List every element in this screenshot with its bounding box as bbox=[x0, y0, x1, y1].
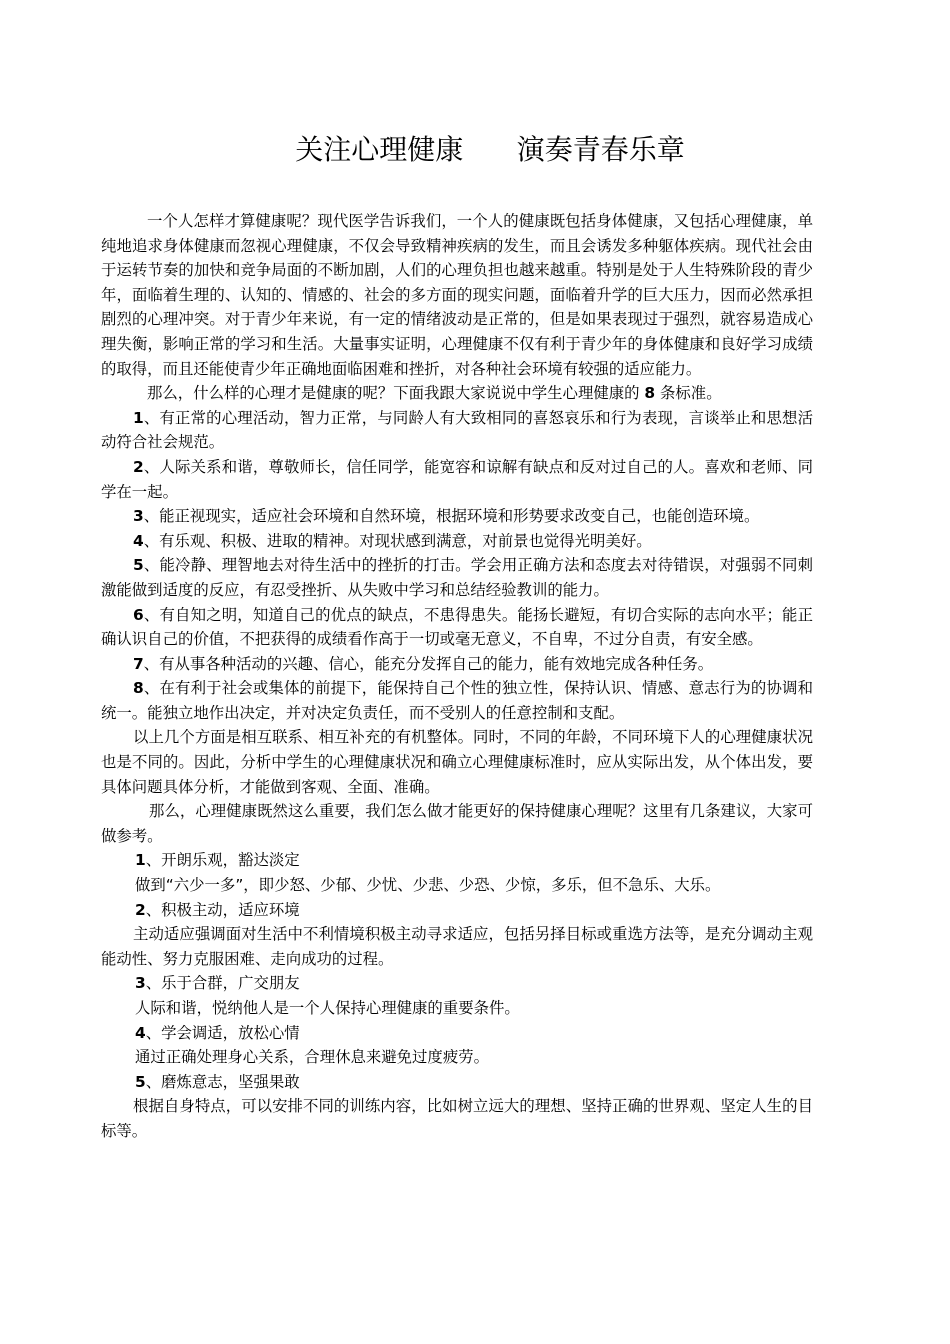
intro-paragraph: 一个人怎样才算健康呢？现代医学告诉我们，一个人的健康既包括身体健康，又包括心理健康，单纯地追求身体健康而忽视心理健康，不仅会导致精神疾病的发生，而且会诱发多种躯体疾病。现代社会由于运转节奏的加快和竞争局面的不断加剧，人们的心理负担也越来越重。特别是处于人生特殊阶段的青少年，面临着生理的、认知的、情感的、社会的多方面的现实问题，面临着升学的巨大压力，因而必然承担剧烈的心理冲突。对于青少年来说，有一定的情绪波动是正常的，但是如果表现过于强烈，就容易造成心理失衡，影响正常的学习和生活。大量事实证明，心理健康不仅有利于青少年的身体健康和良好学习成绩的取得，而且还能使青少年正确地面临困难和挫折，对各种社会环境有较强的适应能力。 bbox=[101, 212, 813, 378]
suggestion-heading-text: 、磨炼意志，坚强果敢 bbox=[145, 1072, 300, 1091]
suggestion-heading-text: 、积极主动，适应环境 bbox=[145, 900, 300, 919]
suggestion-number: 5 bbox=[135, 1072, 146, 1091]
standard-number: 7 bbox=[133, 654, 144, 673]
standard-item-2 bbox=[101, 455, 813, 504]
suggestions-lead-paragraph: 那么，心理健康既然这么重要，我们怎么做才能更好的保持健康心理呢？这里有几条建议，大家可做参考。 bbox=[101, 802, 813, 845]
standard-item-6 bbox=[101, 603, 813, 652]
suggestion-heading-4 bbox=[101, 1021, 813, 1046]
suggestion-number: 4 bbox=[135, 1023, 146, 1042]
standard-item-3 bbox=[101, 504, 813, 529]
standard-text: 、有自知之明，知道自己的优点的缺点，不患得患失。能扬长避短，有切合实际的志向水平；能正确认识自己的价值，不把获得的成绩看作高于一切或毫无意义，不自卑，不过分自责，有安全感。 bbox=[101, 605, 813, 649]
standard-number: 2 bbox=[133, 457, 144, 476]
standard-item-8 bbox=[101, 676, 813, 725]
standard-number: 3 bbox=[133, 507, 144, 526]
standard-text: 、有从事各种活动的兴趣、信心，能充分发挥自己的能力，能有效地完成各种任务。 bbox=[143, 654, 714, 673]
standard-item-1 bbox=[101, 406, 813, 455]
summary-paragraph: 以上几个方面是相互联系、相互补充的有机整体。同时，不同的年龄，不同环境下人的心理健康状况也是不同的。因此，分析中学生的心理健康状况和确立心理健康标准时，应从实际出发，从个体出发，要具体问题具体分析，才能做到客观、全面、准确。 bbox=[101, 728, 813, 796]
document-body bbox=[101, 209, 813, 1144]
standards-lead-text: 那么，什么样的心理才是健康的呢？下面我跟大家说说中学生心理健康的 bbox=[147, 384, 645, 403]
suggestion-heading-text: 、开朗乐观，豁达淡定 bbox=[145, 851, 300, 870]
standard-number: 1 bbox=[133, 408, 144, 427]
standard-number: 6 bbox=[133, 605, 144, 624]
suggestion-number: 1 bbox=[135, 851, 146, 870]
suggestion-body-4: 通过正确处理身心关系，合理休息来避免过度疲劳。 bbox=[135, 1048, 489, 1067]
standard-number: 8 bbox=[133, 679, 144, 698]
standard-text: 、能正视现实，适应社会环境和自然环境，根据环境和形势要求改变自己，也能创造环境。 bbox=[143, 507, 760, 526]
suggestion-body-1: 做到“六少一多”，即少怒、少郁、少忧、少悲、少恐、少惊，多乐，但不急乐、大乐。 bbox=[135, 876, 721, 895]
standard-item-5 bbox=[101, 553, 813, 602]
suggestion-heading-5 bbox=[101, 1070, 813, 1095]
standard-text: 、在有利于社会或集体的前提下，能保持自己个性的独立性，保持认识、情感、意志行为的协调和统一。能独立地作出决定，并对决定负责任，而不受别人的任意控制和支配。 bbox=[101, 679, 813, 722]
standard-text: 、有乐观、积极、进取的精神。对现状感到满意，对前景也觉得光明美好。 bbox=[143, 531, 652, 550]
suggestion-number: 2 bbox=[135, 900, 146, 919]
standard-number: 4 bbox=[133, 531, 144, 550]
standard-number: 5 bbox=[133, 556, 144, 575]
suggestion-heading-1 bbox=[101, 848, 813, 873]
standard-item-7 bbox=[101, 652, 813, 677]
suggestion-heading-3 bbox=[101, 971, 813, 996]
suggestion-heading-text: 、学会调适，放松心情 bbox=[145, 1023, 300, 1042]
suggestion-body-2: 主动适应强调面对生活中不利情境积极主动寻求适应，包括另择目标或重选方法等，是充分调动主观能动性、努力克服困难、走向成功的过程。 bbox=[101, 925, 813, 968]
suggestion-number: 3 bbox=[135, 974, 146, 993]
document-title: 关注心理健康 演奏青春乐章 bbox=[295, 133, 685, 166]
standards-lead-tail: 条标准。 bbox=[655, 384, 722, 403]
standards-lead-paragraph bbox=[101, 381, 813, 406]
suggestion-body-3: 人际和谐，悦纳他人是一个人保持心理健康的重要条件。 bbox=[135, 999, 520, 1017]
standard-text: 、能冷静、理智地去对待生活中的挫折的打击。学会用正确方法和态度去对待错误，对强弱不同刺激能做到适度的反应，有忍受挫折、从失败中学习和总结经验教训的能力。 bbox=[101, 556, 813, 599]
standard-text: 、有正常的心理活动，智力正常，与同龄人有大致相同的喜怒哀乐和行为表现，言谈举止和思想活动符合社会规范。 bbox=[101, 408, 813, 452]
suggestion-body-5: 根据自身特点，可以安排不同的训练内容，比如树立远大的理想、坚持正确的世界观、坚定人生的目标等。 bbox=[101, 1097, 813, 1140]
standard-text: 、人际关系和谐，尊敬师长，信任同学，能宽容和谅解有缺点和反对过自己的人。喜欢和老师、同学在一起。 bbox=[101, 457, 813, 501]
standards-count: 8 bbox=[644, 384, 656, 403]
suggestion-heading-text: 、乐于合群，广交朋友 bbox=[145, 974, 300, 993]
standard-item-4 bbox=[101, 529, 813, 554]
suggestion-heading-2 bbox=[101, 898, 813, 923]
